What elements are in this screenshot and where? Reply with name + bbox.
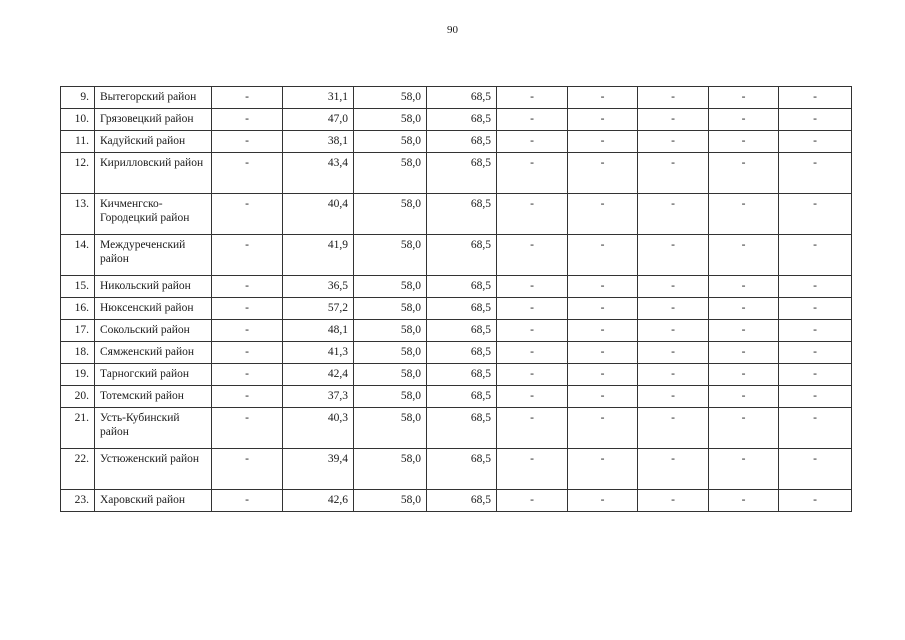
district-name: Грязовецкий район (95, 109, 212, 131)
row-number: 14. (61, 235, 95, 276)
dash-cell: - (568, 364, 638, 386)
district-table (60, 86, 852, 512)
district-name: Вытегорский район (95, 87, 212, 109)
value-cell: 58,0 (354, 235, 427, 276)
dash-cell: - (497, 235, 568, 276)
value-cell: 40,4 (283, 194, 354, 235)
row-number: 17. (61, 320, 95, 342)
value-cell: 68,5 (427, 194, 497, 235)
dash-cell: - (497, 490, 568, 512)
dash-cell: - (709, 408, 779, 449)
dash-cell: - (638, 449, 709, 490)
value-cell: 42,4 (283, 364, 354, 386)
value-cell: 40,3 (283, 408, 354, 449)
table-row (61, 276, 852, 298)
dash-cell: - (497, 194, 568, 235)
dash-cell: - (568, 109, 638, 131)
dash-cell: - (779, 408, 852, 449)
value-cell: 58,0 (354, 342, 427, 364)
dash-cell: - (779, 386, 852, 408)
dash-cell: - (497, 298, 568, 320)
dash-cell: - (212, 194, 283, 235)
value-cell: 58,0 (354, 490, 427, 512)
dash-cell: - (638, 235, 709, 276)
dash-cell: - (568, 490, 638, 512)
value-cell: 41,9 (283, 235, 354, 276)
dash-cell: - (779, 364, 852, 386)
dash-cell: - (709, 235, 779, 276)
table-row (61, 320, 852, 342)
dash-cell: - (709, 298, 779, 320)
row-number: 10. (61, 109, 95, 131)
table-row (61, 449, 852, 490)
value-cell: 39,4 (283, 449, 354, 490)
dash-cell: - (212, 298, 283, 320)
value-cell: 38,1 (283, 131, 354, 153)
table-row (61, 342, 852, 364)
row-number: 19. (61, 364, 95, 386)
dash-cell: - (709, 276, 779, 298)
value-cell: 68,5 (427, 298, 497, 320)
dash-cell: - (709, 364, 779, 386)
value-cell: 48,1 (283, 320, 354, 342)
value-cell: 68,5 (427, 131, 497, 153)
value-cell: 36,5 (283, 276, 354, 298)
dash-cell: - (638, 364, 709, 386)
row-number: 21. (61, 408, 95, 449)
dash-cell: - (638, 276, 709, 298)
value-cell: 68,5 (427, 109, 497, 131)
dash-cell: - (709, 342, 779, 364)
dash-cell: - (709, 320, 779, 342)
dash-cell: - (779, 87, 852, 109)
dash-cell: - (779, 276, 852, 298)
row-number: 9. (61, 87, 95, 109)
dash-cell: - (497, 342, 568, 364)
row-number: 13. (61, 194, 95, 235)
dash-cell: - (568, 131, 638, 153)
value-cell: 58,0 (354, 408, 427, 449)
dash-cell: - (212, 320, 283, 342)
dash-cell: - (638, 342, 709, 364)
dash-cell: - (779, 320, 852, 342)
district-name: Сокольский район (95, 320, 212, 342)
row-number: 12. (61, 153, 95, 194)
dash-cell: - (212, 235, 283, 276)
dash-cell: - (497, 153, 568, 194)
value-cell: 58,0 (354, 386, 427, 408)
dash-cell: - (709, 449, 779, 490)
dash-cell: - (568, 320, 638, 342)
district-name: Устюженский район (95, 449, 212, 490)
district-name: Никольский район (95, 276, 212, 298)
value-cell: 58,0 (354, 153, 427, 194)
dash-cell: - (212, 276, 283, 298)
table-row (61, 490, 852, 512)
dash-cell: - (709, 490, 779, 512)
page-number: 90 (447, 24, 458, 36)
dash-cell: - (638, 320, 709, 342)
district-name: Междуреченский район (95, 235, 212, 276)
dash-cell: - (568, 276, 638, 298)
value-cell: 57,2 (283, 298, 354, 320)
district-name: Тотемский район (95, 386, 212, 408)
district-name: Сямженский район (95, 342, 212, 364)
value-cell: 47,0 (283, 109, 354, 131)
dash-cell: - (709, 153, 779, 194)
value-cell: 58,0 (354, 194, 427, 235)
dash-cell: - (212, 490, 283, 512)
value-cell: 68,5 (427, 87, 497, 109)
dash-cell: - (638, 490, 709, 512)
dash-cell: - (779, 342, 852, 364)
dash-cell: - (638, 194, 709, 235)
dash-cell: - (212, 449, 283, 490)
value-cell: 68,5 (427, 276, 497, 298)
dash-cell: - (638, 386, 709, 408)
dash-cell: - (212, 131, 283, 153)
dash-cell: - (212, 109, 283, 131)
dash-cell: - (568, 386, 638, 408)
row-number: 11. (61, 131, 95, 153)
dash-cell: - (212, 87, 283, 109)
table-row (61, 386, 852, 408)
dash-cell: - (212, 408, 283, 449)
dash-cell: - (212, 386, 283, 408)
dash-cell: - (638, 153, 709, 194)
dash-cell: - (709, 386, 779, 408)
dash-cell: - (568, 449, 638, 490)
row-number: 15. (61, 276, 95, 298)
value-cell: 42,6 (283, 490, 354, 512)
dash-cell: - (779, 235, 852, 276)
dash-cell: - (497, 408, 568, 449)
row-number: 23. (61, 490, 95, 512)
dash-cell: - (779, 194, 852, 235)
dash-cell: - (638, 408, 709, 449)
value-cell: 58,0 (354, 364, 427, 386)
value-cell: 68,5 (427, 364, 497, 386)
district-name: Нюксенский район (95, 298, 212, 320)
table-row (61, 131, 852, 153)
dash-cell: - (497, 449, 568, 490)
value-cell: 68,5 (427, 408, 497, 449)
dash-cell: - (568, 408, 638, 449)
value-cell: 37,3 (283, 386, 354, 408)
dash-cell: - (568, 342, 638, 364)
dash-cell: - (568, 235, 638, 276)
district-name: Харовский район (95, 490, 212, 512)
dash-cell: - (497, 364, 568, 386)
value-cell: 68,5 (427, 235, 497, 276)
dash-cell: - (638, 87, 709, 109)
district-name: Кирилловский район (95, 153, 212, 194)
row-number: 20. (61, 386, 95, 408)
value-cell: 31,1 (283, 87, 354, 109)
value-cell: 68,5 (427, 320, 497, 342)
dash-cell: - (212, 342, 283, 364)
table-row (61, 109, 852, 131)
row-number: 22. (61, 449, 95, 490)
value-cell: 43,4 (283, 153, 354, 194)
dash-cell: - (497, 276, 568, 298)
table-row (61, 298, 852, 320)
value-cell: 68,5 (427, 153, 497, 194)
district-name: Кичменгско-Городецкий район (95, 194, 212, 235)
dash-cell: - (779, 490, 852, 512)
dash-cell: - (212, 364, 283, 386)
dash-cell: - (709, 109, 779, 131)
dash-cell: - (497, 320, 568, 342)
value-cell: 58,0 (354, 131, 427, 153)
value-cell: 58,0 (354, 449, 427, 490)
table-row (61, 235, 852, 276)
value-cell: 68,5 (427, 490, 497, 512)
table-row (61, 194, 852, 235)
dash-cell: - (568, 194, 638, 235)
table-row (61, 153, 852, 194)
dash-cell: - (779, 449, 852, 490)
dash-cell: - (779, 131, 852, 153)
dash-cell: - (497, 109, 568, 131)
district-name: Кадуйский район (95, 131, 212, 153)
value-cell: 58,0 (354, 298, 427, 320)
dash-cell: - (638, 109, 709, 131)
dash-cell: - (212, 153, 283, 194)
dash-cell: - (638, 298, 709, 320)
value-cell: 58,0 (354, 87, 427, 109)
value-cell: 68,5 (427, 342, 497, 364)
dash-cell: - (568, 87, 638, 109)
value-cell: 68,5 (427, 449, 497, 490)
row-number: 16. (61, 298, 95, 320)
table-row (61, 364, 852, 386)
dash-cell: - (568, 153, 638, 194)
dash-cell: - (779, 153, 852, 194)
value-cell: 58,0 (354, 320, 427, 342)
dash-cell: - (497, 131, 568, 153)
dash-cell: - (638, 131, 709, 153)
dash-cell: - (497, 386, 568, 408)
table-row (61, 408, 852, 449)
dash-cell: - (709, 87, 779, 109)
district-name: Тарногский район (95, 364, 212, 386)
value-cell: 58,0 (354, 276, 427, 298)
dash-cell: - (709, 194, 779, 235)
dash-cell: - (568, 298, 638, 320)
value-cell: 68,5 (427, 386, 497, 408)
dash-cell: - (709, 131, 779, 153)
dash-cell: - (779, 109, 852, 131)
district-name: Усть-Кубинский район (95, 408, 212, 449)
dash-cell: - (779, 298, 852, 320)
row-number: 18. (61, 342, 95, 364)
value-cell: 41,3 (283, 342, 354, 364)
dash-cell: - (497, 87, 568, 109)
table-row (61, 87, 852, 109)
value-cell: 58,0 (354, 109, 427, 131)
